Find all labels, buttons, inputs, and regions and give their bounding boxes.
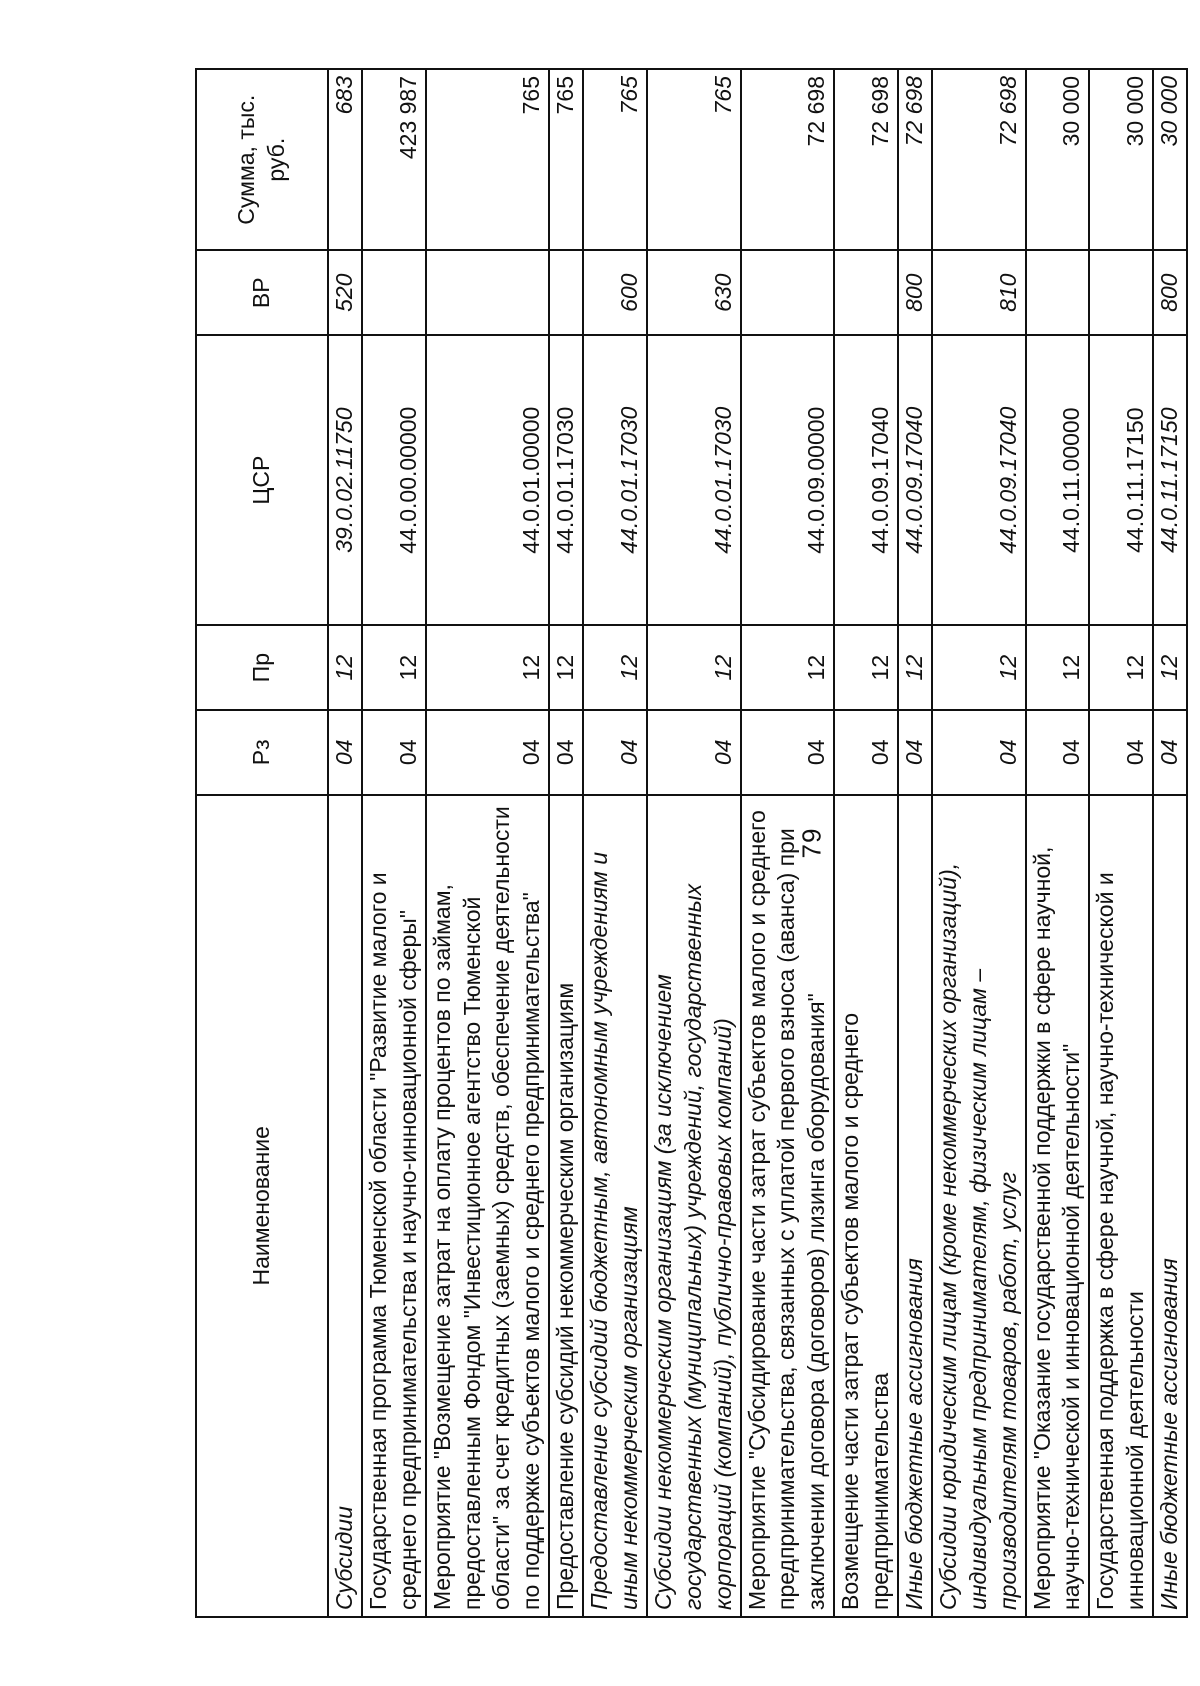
cell-sum: 765 <box>647 69 741 250</box>
header-rz: Рз <box>196 710 328 795</box>
table-row <box>647 69 741 1617</box>
cell-name: Возмещение части затрат субъектов малого и среднего предпринимательства <box>834 795 898 1617</box>
cell-rz: 04 <box>898 710 932 795</box>
cell-sum: 72 698 <box>834 69 898 250</box>
cell-rz: 04 <box>549 710 583 795</box>
cell-name: Субсидии юридическим лицам (кроме некоммерческих организаций), индивидуальным предпринимателям, физическим лицам – производителям товаров, работ, услуг <box>932 795 1026 1617</box>
cell-vr <box>834 250 898 335</box>
cell-rz: 04 <box>362 710 426 795</box>
header-vr: ВР <box>196 250 328 335</box>
table-row <box>1089 69 1153 1617</box>
cell-name: Иные бюджетные ассигнования <box>898 795 932 1617</box>
cell-pr: 12 <box>647 625 741 710</box>
cell-vr: 520 <box>328 250 362 335</box>
table-header-row <box>196 69 328 1617</box>
cell-sum: 72 698 <box>932 69 1026 250</box>
table-row <box>583 69 647 1617</box>
cell-rz: 04 <box>932 710 1026 795</box>
cell-name: Мероприятие "Оказание государственной поддержки в сфере научной, научно-технической и инновационной деятельности" <box>1026 795 1090 1617</box>
cell-vr <box>426 250 550 335</box>
cell-csr: 44.0.01.00000 <box>426 335 550 625</box>
cell-pr: 12 <box>362 625 426 710</box>
cell-rz: 04 <box>426 710 550 795</box>
table-row <box>328 69 362 1617</box>
cell-rz: 04 <box>1089 710 1153 795</box>
cell-name: Предоставление субсидий бюджетным, автономным учреждениям и иным некоммерческим организациям <box>583 795 647 1617</box>
cell-pr: 12 <box>328 625 362 710</box>
cell-csr: 39.0.02.11750 <box>328 335 362 625</box>
budget-table <box>195 68 1188 1618</box>
cell-vr: 810 <box>932 250 1026 335</box>
cell-pr: 12 <box>1089 625 1153 710</box>
cell-vr: 800 <box>898 250 932 335</box>
header-pr: Пр <box>196 625 328 710</box>
table-row <box>1026 69 1090 1617</box>
cell-sum: 423 987 <box>362 69 426 250</box>
cell-sum: 30 000 <box>1026 69 1090 250</box>
cell-rz: 04 <box>647 710 741 795</box>
cell-pr: 12 <box>898 625 932 710</box>
cell-csr: 44.0.11.00000 <box>1026 335 1090 625</box>
page-number: 79 <box>796 827 827 859</box>
cell-rz: 04 <box>583 710 647 795</box>
cell-pr: 12 <box>932 625 1026 710</box>
cell-name: Государственная поддержка в сфере научной, научно-технической и инновационной деятельности <box>1089 795 1153 1617</box>
cell-vr: 600 <box>583 250 647 335</box>
cell-csr: 44.0.09.00000 <box>741 335 835 625</box>
table-row <box>362 69 426 1617</box>
cell-sum: 30 000 <box>1153 69 1187 250</box>
cell-name: Субсидии некоммерческим организациям (за исключением государственных (муниципальных) учреждений, государственных корпораций (компаний), публично-правовых компаний) <box>647 795 741 1617</box>
header-csr: ЦСР <box>196 335 328 625</box>
cell-sum: 72 698 <box>898 69 932 250</box>
cell-name: Субсидии <box>328 795 362 1617</box>
cell-vr <box>1026 250 1090 335</box>
cell-vr <box>362 250 426 335</box>
cell-name: Иные бюджетные ассигнования <box>1153 795 1187 1617</box>
cell-name: Мероприятие "Возмещение затрат на оплату процентов по займам, предоставленным Фондом "Инвестиционное агентство Тюменской области" за счет кредитных (заемных) средств, обеспечение деятельности по поддержке субъектов малого и среднего предпринимательства" <box>426 795 550 1617</box>
cell-pr: 12 <box>834 625 898 710</box>
cell-rz: 04 <box>834 710 898 795</box>
cell-rz: 04 <box>328 710 362 795</box>
cell-name: Государственная программа Тюменской области "Развитие малого и среднего предпринимательства и научно-инновационной сферы" <box>362 795 426 1617</box>
cell-pr: 12 <box>549 625 583 710</box>
cell-sum: 30 000 <box>1089 69 1153 250</box>
header-name: Наименование <box>196 795 328 1617</box>
cell-vr <box>549 250 583 335</box>
cell-sum: 683 <box>328 69 362 250</box>
cell-pr: 12 <box>1153 625 1187 710</box>
cell-sum: 765 <box>583 69 647 250</box>
cell-csr: 44.0.01.17030 <box>647 335 741 625</box>
cell-vr: 630 <box>647 250 741 335</box>
cell-rz: 04 <box>1153 710 1187 795</box>
table-body <box>328 69 1187 1617</box>
table-row <box>549 69 583 1617</box>
cell-csr: 44.0.01.17030 <box>549 335 583 625</box>
cell-rz: 04 <box>1026 710 1090 795</box>
cell-csr: 44.0.11.17150 <box>1153 335 1187 625</box>
table-row <box>741 69 835 1617</box>
cell-csr: 44.0.11.17150 <box>1089 335 1153 625</box>
cell-vr <box>1089 250 1153 335</box>
cell-rz: 04 <box>741 710 835 795</box>
table-row <box>426 69 550 1617</box>
cell-pr: 12 <box>583 625 647 710</box>
cell-csr: 44.0.09.17040 <box>898 335 932 625</box>
cell-name: Предоставление субсидий некоммерческим организациям <box>549 795 583 1617</box>
cell-sum: 765 <box>549 69 583 250</box>
table-container <box>195 68 1183 1618</box>
table-row <box>932 69 1026 1617</box>
cell-csr: 44.0.00.00000 <box>362 335 426 625</box>
cell-csr: 44.0.01.17030 <box>583 335 647 625</box>
table-row <box>898 69 932 1617</box>
cell-sum: 765 <box>426 69 550 250</box>
cell-sum: 72 698 <box>741 69 835 250</box>
cell-csr: 44.0.09.17040 <box>834 335 898 625</box>
cell-pr: 12 <box>741 625 835 710</box>
cell-pr: 12 <box>426 625 550 710</box>
cell-csr: 44.0.09.17040 <box>932 335 1026 625</box>
table-row <box>1153 69 1187 1617</box>
table-row <box>834 69 898 1617</box>
cell-pr: 12 <box>1026 625 1090 710</box>
cell-name: Мероприятие "Субсидирование части затрат субъектов малого и среднего предпринимательства, связанных с уплатой первого взноса (аванса) при заключении договора (договоров) лизинга оборудования" <box>741 795 835 1617</box>
header-sum: Сумма, тыс. руб. <box>196 69 328 250</box>
cell-vr: 800 <box>1153 250 1187 335</box>
cell-vr <box>741 250 835 335</box>
